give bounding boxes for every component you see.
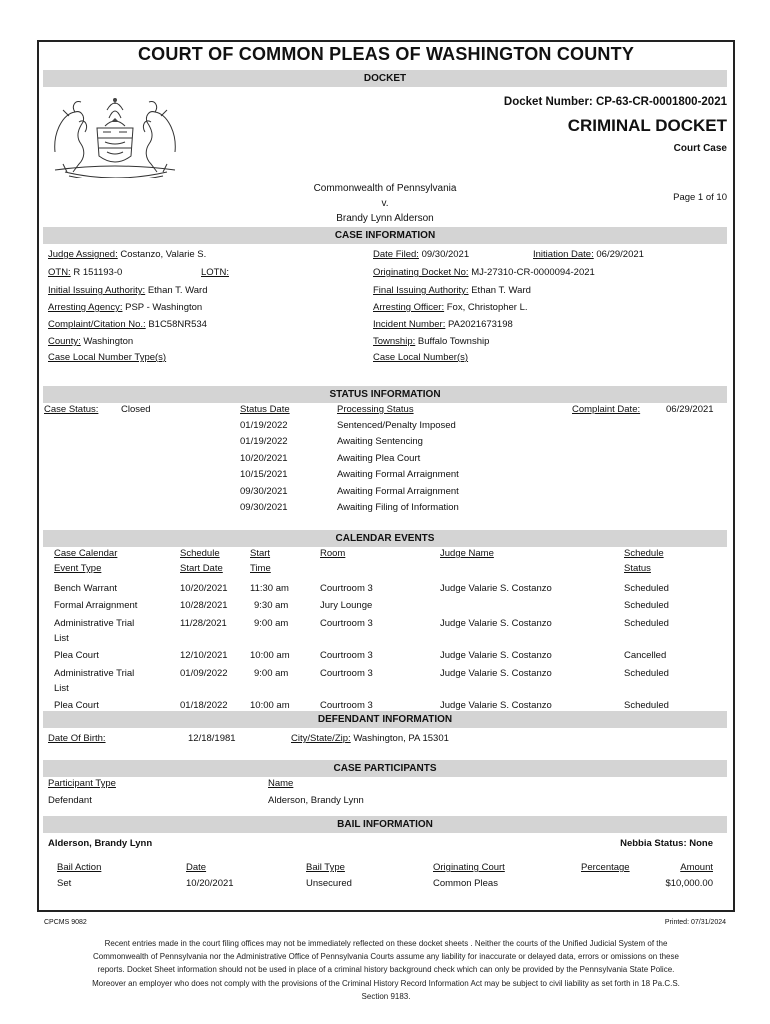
cal-row-room: Jury Lounge (320, 600, 373, 611)
date-filed-value: 09/30/2021 (421, 249, 470, 260)
cal-row-type: Plea Court (54, 700, 99, 711)
caption-commonwealth: Commonwealth of Pennsylvania (313, 183, 457, 194)
date-filed-label: Date Filed: (373, 249, 419, 260)
nebbia-status: Nebbia Status: None (620, 838, 713, 849)
city-state-zip-value: Washington, PA 15301 (353, 733, 449, 744)
cal-row-room: Courtroom 3 (320, 668, 373, 679)
complaint-citation-label: Complaint/Citation No.: (48, 319, 146, 330)
cal-row-type: Administrative Trial (54, 668, 135, 679)
docket-type: CRIMINAL DOCKET (567, 116, 727, 135)
cal-row-status: Scheduled (624, 668, 669, 679)
incident-number-value: PA2021673198 (447, 319, 513, 330)
case-participants-band: CASE PARTICIPANTS (43, 760, 727, 777)
page-indicator: Page 1 of 10 (673, 192, 727, 203)
cal-row-time: 10:00 am (250, 700, 290, 711)
docket-band: DOCKET (43, 70, 727, 87)
arresting-agency-value: PSP - Washington (125, 302, 203, 313)
initial-authority-label: Initial Issuing Authority: (48, 285, 146, 296)
case-local-number-type-label: Case Local Number Type(s) (48, 352, 167, 363)
cal-row-status: Scheduled (624, 600, 669, 611)
participant-name-value: Alderson, Brandy Lynn (268, 795, 364, 806)
status-row-date: 01/19/2022 (240, 436, 288, 447)
caption-defendant: Brandy Lynn Alderson (336, 213, 434, 224)
bail-date-value: 10/20/2021 (186, 878, 234, 889)
cal-row-type-cont: List (54, 633, 69, 644)
cal-row-status: Scheduled (624, 618, 669, 629)
arresting-agency-label: Arresting Agency: (48, 302, 123, 313)
bail-type-header: Bail Type (306, 862, 345, 873)
bail-action-header: Bail Action (57, 862, 102, 873)
participant-type-header: Participant Type (48, 778, 116, 789)
cal-row-judge: Judge Valarie S. Costanzo (440, 700, 552, 711)
status-row-date: 10/15/2021 (240, 469, 288, 480)
cal-row-room: Courtroom 3 (320, 700, 373, 711)
bail-percentage-header: Percentage (581, 862, 630, 873)
bail-information-band: BAIL INFORMATION (43, 816, 727, 833)
lotn-label: LOTN: (201, 267, 229, 278)
cal-row-time: 11:30 am (250, 583, 289, 594)
bail-action-value: Set (57, 878, 72, 889)
arresting-officer-label: Arresting Officer: (373, 302, 445, 313)
status-date-header: Status Date (240, 404, 290, 415)
judge-label: Judge Assigned: (48, 249, 118, 260)
dob-value: 12/18/1981 (188, 733, 236, 744)
bail-amount-value: $10,000.00 (665, 878, 713, 889)
final-authority-label: Final Issuing Authority: (373, 285, 469, 296)
court-title: COURT OF COMMON PLEAS OF WASHINGTON COUNTY (137, 44, 635, 64)
incident-number-label: Incident Number: (373, 319, 446, 330)
dob-label: Date Of Birth: (48, 733, 106, 744)
complaint-date-value: 06/29/2021 (666, 404, 714, 415)
originating-docket-value: MJ-27310-CR-0000094-2021 (471, 267, 595, 278)
cal-row-type: Plea Court (54, 650, 99, 661)
participant-type-value: Defendant (48, 795, 92, 806)
status-row-status: Sentenced/Penalty Imposed (337, 420, 456, 431)
cal-header-stime1: Start (250, 548, 271, 559)
cal-row-judge: Judge Valarie S. Costanzo (440, 650, 552, 661)
pennsylvania-seal-icon (45, 92, 185, 178)
bail-type-value: Unsecured (306, 878, 352, 889)
bail-court-value: Common Pleas (433, 878, 498, 889)
cal-header-type1: Case Calendar (54, 548, 118, 559)
cal-header-status1: Schedule (624, 548, 664, 559)
city-state-zip-label: City/State/Zip: (291, 733, 351, 744)
cal-row-time: 9:00 am (254, 618, 289, 629)
cal-row-room: Courtroom 3 (320, 618, 373, 629)
bail-amount-header: Amount (680, 862, 713, 873)
cal-row-status: Cancelled (624, 650, 667, 661)
status-row-date: 10/20/2021 (240, 453, 288, 464)
cal-row-date: 12/10/2021 (180, 650, 228, 661)
status-row-status: Awaiting Formal Arraignment (337, 469, 459, 480)
status-row-status: Awaiting Plea Court (337, 453, 421, 464)
cal-row-room: Courtroom 3 (320, 583, 373, 594)
form-number: CPCMS 9082 (44, 919, 87, 926)
cal-row-date: 11/28/2021 (180, 618, 227, 629)
calendar-events-band: CALENDAR EVENTS (43, 530, 727, 547)
otn-label: OTN: (48, 267, 71, 278)
cal-row-type: Formal Arraignment (54, 600, 138, 611)
status-information-band: STATUS INFORMATION (43, 386, 727, 403)
cal-row-judge: Judge Valarie S. Costanzo (440, 668, 552, 679)
cal-row-type: Administrative Trial (54, 618, 135, 629)
case-status-value: Closed (121, 404, 151, 415)
status-row-date: 01/19/2022 (240, 420, 288, 431)
arresting-officer-value: Fox, Christopher L. (446, 302, 528, 313)
participant-name-header: Name (268, 778, 294, 789)
otn-value: R 151193-0 (73, 267, 123, 278)
cal-row-time: 9:30 am (254, 600, 289, 611)
cal-header-room: Room (320, 548, 346, 559)
cal-row-type-cont: List (54, 683, 69, 694)
county-value: Washington (83, 336, 134, 347)
cal-row-time: 10:00 am (250, 650, 290, 661)
township-label: Township: (373, 336, 416, 347)
docket-number: Docket Number: CP-63-CR-0001800-2021 (503, 96, 727, 108)
cal-row-date: 10/20/2021 (180, 583, 228, 594)
processing-status-header: Processing Status (337, 404, 414, 415)
court-case-label: Court Case (673, 143, 727, 154)
bail-defendant-name: Alderson, Brandy Lynn (48, 838, 153, 849)
status-row-status: Awaiting Formal Arraignment (337, 486, 459, 497)
printed-date: Printed: 07/31/2024 (664, 919, 726, 926)
bail-date-header: Date (186, 862, 207, 873)
case-status-label: Case Status: (44, 404, 99, 415)
judge-value: Costanzo, Valarie S. (120, 249, 207, 260)
township-value: Buffalo Township (417, 336, 490, 347)
cal-header-judge: Judge Name (440, 548, 494, 559)
originating-docket-label: Originating Docket No: (373, 267, 469, 278)
initiation-date-label: Initiation Date: (533, 249, 594, 260)
cal-header-type2: Event Type (54, 563, 102, 574)
cal-row-status: Scheduled (624, 583, 669, 594)
cal-row-status: Scheduled (624, 700, 669, 711)
cal-row-date: 01/18/2022 (180, 700, 228, 711)
cal-row-judge: Judge Valarie S. Costanzo (440, 583, 552, 594)
cal-header-status2: Status (624, 563, 651, 574)
cal-header-sdate1: Schedule (180, 548, 220, 559)
cal-row-judge: Judge Valarie S. Costanzo (440, 618, 552, 629)
final-authority-value: Ethan T. Ward (471, 285, 531, 296)
cal-row-type: Bench Warrant (54, 583, 118, 594)
disclaimer-text: Recent entries made in the court filing offices may not be immediately reflected on these docket sheets . Neither the courts of the Unified Judicial System of the Commonwealth of Pennsylvania nor the Administrative Office of Pennsylvania Courts assume any liability for inaccurate or delayed data, errors or omissions on these reports. Docket Sheet information should not be used in place of a criminal history background check which can only be provided by the Pennsylvania State Police. Moreover an employer who does not comply with the provisions of the Criminal History Record Information Act may be subject to civil liability as set forth in 18 Pa.C.S. Section 9183. (92, 939, 680, 1001)
status-row-status: Awaiting Sentencing (337, 436, 423, 447)
status-row-status: Awaiting Filing of Information (337, 502, 459, 513)
case-information-band: CASE INFORMATION (43, 227, 727, 244)
complaint-citation-value: B1C58NR534 (148, 319, 207, 330)
cal-row-room: Courtroom 3 (320, 650, 373, 661)
status-row-date: 09/30/2021 (240, 486, 288, 497)
initiation-date-value: 06/29/2021 (596, 249, 644, 260)
county-label: County: (48, 336, 81, 347)
case-local-number-label: Case Local Number(s) (373, 352, 469, 363)
cal-row-date: 10/28/2021 (180, 600, 228, 611)
cal-header-stime2: Time (250, 563, 271, 574)
cal-header-sdate2: Start Date (180, 563, 223, 574)
bail-court-header: Originating Court (433, 862, 505, 873)
defendant-information-band: DEFENDANT INFORMATION (43, 711, 727, 728)
cal-row-time: 9:00 am (254, 668, 289, 679)
initial-authority-value: Ethan T. Ward (147, 285, 208, 296)
cal-row-date: 01/09/2022 (180, 668, 228, 679)
caption-versus: v. (381, 198, 389, 209)
complaint-date-label: Complaint Date: (572, 404, 641, 415)
status-row-date: 09/30/2021 (240, 502, 288, 513)
